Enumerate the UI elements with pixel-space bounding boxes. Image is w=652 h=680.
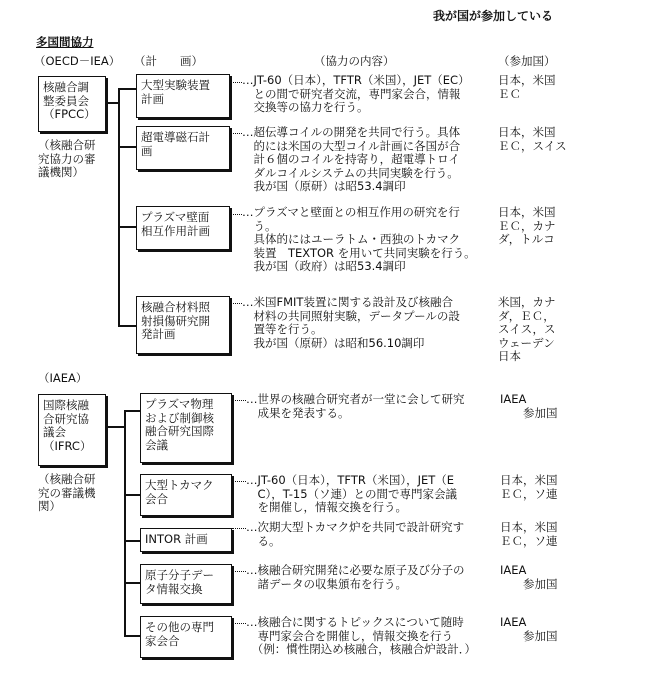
connector	[106, 102, 118, 104]
fpcc-committee-note: （核融合研 究協力の審 議機関）	[38, 138, 96, 179]
plan-participants: 日本，米国 ＥＣ，ソ連	[500, 520, 558, 548]
oecd-org-label: （OECD－IEA）	[34, 54, 121, 68]
connector	[124, 410, 126, 636]
plan-content: …次期大型トカマク炉を共同で設計研究す る。	[246, 520, 465, 548]
plan-content: …JT-60（日本），TFTR（米国），JET（E C），T-15（ソ連）との間で専門家会議 を開催し，情報交換を行う。	[246, 473, 458, 514]
header-note: 我が国が参加している	[433, 9, 554, 23]
plan-box-atomic-molecular-data: 原子分子デー タ情報交換	[140, 564, 232, 604]
plan-content: …核融合に関するトピックスについて随時 専門家会合を開催し，情報交換を行う （例：慣性閉込め核融合，核融合炉設計．）	[246, 615, 476, 656]
column-header-plan: （計 画）	[134, 54, 203, 68]
plan-participants: 日本，米国 ＥＣ	[498, 73, 556, 101]
ifrc-committee-box: 国際核融 合研究協 議会 （IFRC）	[38, 394, 106, 466]
leader-dots	[232, 571, 246, 572]
plan-participants: IAEA 参加国	[500, 615, 558, 643]
plan-participants: IAEA 参加国	[500, 563, 558, 591]
plan-participants: 米国，カナ ダ，ＥＣ， スイス，ス ウェーデン 日本	[498, 295, 556, 363]
plan-participants: 日本，米国 ＥＣ，ソ連	[500, 473, 558, 501]
fpcc-committee-box: 核融合調 整委員会 （FPCC）	[38, 76, 106, 132]
plan-participants: 日本，米国 ＥＣ，スイス	[498, 125, 567, 153]
plan-content: …プラズマと壁面との相互作用の研究を行 う。 具体的にはユーラトム・西独のトカマク 装置 TEXTOR を用いて共同実験を行う。 我が国（政府）は昭53.4調印	[242, 205, 476, 273]
connector	[118, 325, 136, 327]
connector	[124, 494, 140, 496]
leader-dots	[230, 133, 242, 134]
connector	[118, 88, 120, 326]
plan-participants: IAEA 参加国	[500, 392, 558, 420]
leader-dots	[230, 82, 242, 83]
leader-dots	[230, 214, 242, 215]
plan-content: …JT-60（日本），TFTR（米国），JET（EC） との間で研究者交流，専門家会合，情報 交換等の協力を行う。	[242, 73, 470, 114]
plan-content: …超伝導コイルの開発を共同で行う。具体 的には米国の大型コイル計画に各国が合 計６個のコイルを持寄り，超電導トロイ ダルコイルシステムの共同実験を行う。 我が国（原研）は昭53.4調印	[242, 125, 461, 193]
plan-content: …世界の核融合研究者が一堂に会して研究 成果を発表する。	[246, 392, 465, 420]
plan-box-other-expert-meetings: その他の専門 家会合	[140, 616, 232, 658]
plan-box-intor: INTOR 計画	[140, 528, 232, 552]
connector	[106, 426, 124, 428]
plan-box-superconducting-magnet: 超電導磁石計 画	[136, 126, 230, 170]
connector	[118, 226, 136, 228]
section-title: 多国間協力	[36, 35, 94, 49]
connector	[124, 540, 140, 542]
plan-box-large-tokamak: 大型トカマク 会合	[140, 474, 232, 516]
connector	[118, 88, 136, 90]
plan-box-material-irradiation: 核融合材料照 射損傷研究開 発計画	[136, 296, 230, 354]
connector	[124, 582, 140, 584]
leader-dots	[230, 303, 242, 304]
column-header-content: （協力の内容）	[314, 54, 395, 68]
column-header-participants: （参加国）	[498, 54, 556, 68]
ifrc-committee-note: （核融合研 究の審議機 関）	[38, 472, 96, 513]
iaea-org-label: （IAEA）	[38, 371, 88, 385]
plan-box-plasma-conference: プラズマ物理 および制御核 融合研究国際 会議	[140, 393, 232, 463]
plan-content: …核融合研究開発に必要な原子及び分子の 諸データの収集頒布を行う。	[246, 563, 465, 591]
plan-box-plasma-wall: プラズマ壁面 相互作用計画	[136, 206, 230, 250]
connector	[118, 146, 136, 148]
connector	[124, 635, 140, 637]
leader-dots	[232, 623, 246, 624]
plan-participants: 日本，米国 ＥＣ，カナ ダ，トルコ	[498, 205, 556, 246]
leader-dots	[232, 400, 246, 401]
plan-content: …米国FMIT装置に関する設計及び核融合 材料の共同照射実験，データプールの設 置等を行う。 我が国（原研）は昭和56.10調印	[242, 295, 460, 350]
connector	[124, 410, 140, 412]
leader-dots	[232, 481, 246, 482]
leader-dots	[232, 528, 246, 529]
plan-box-large-device: 大型実験装置 計画	[136, 74, 230, 118]
